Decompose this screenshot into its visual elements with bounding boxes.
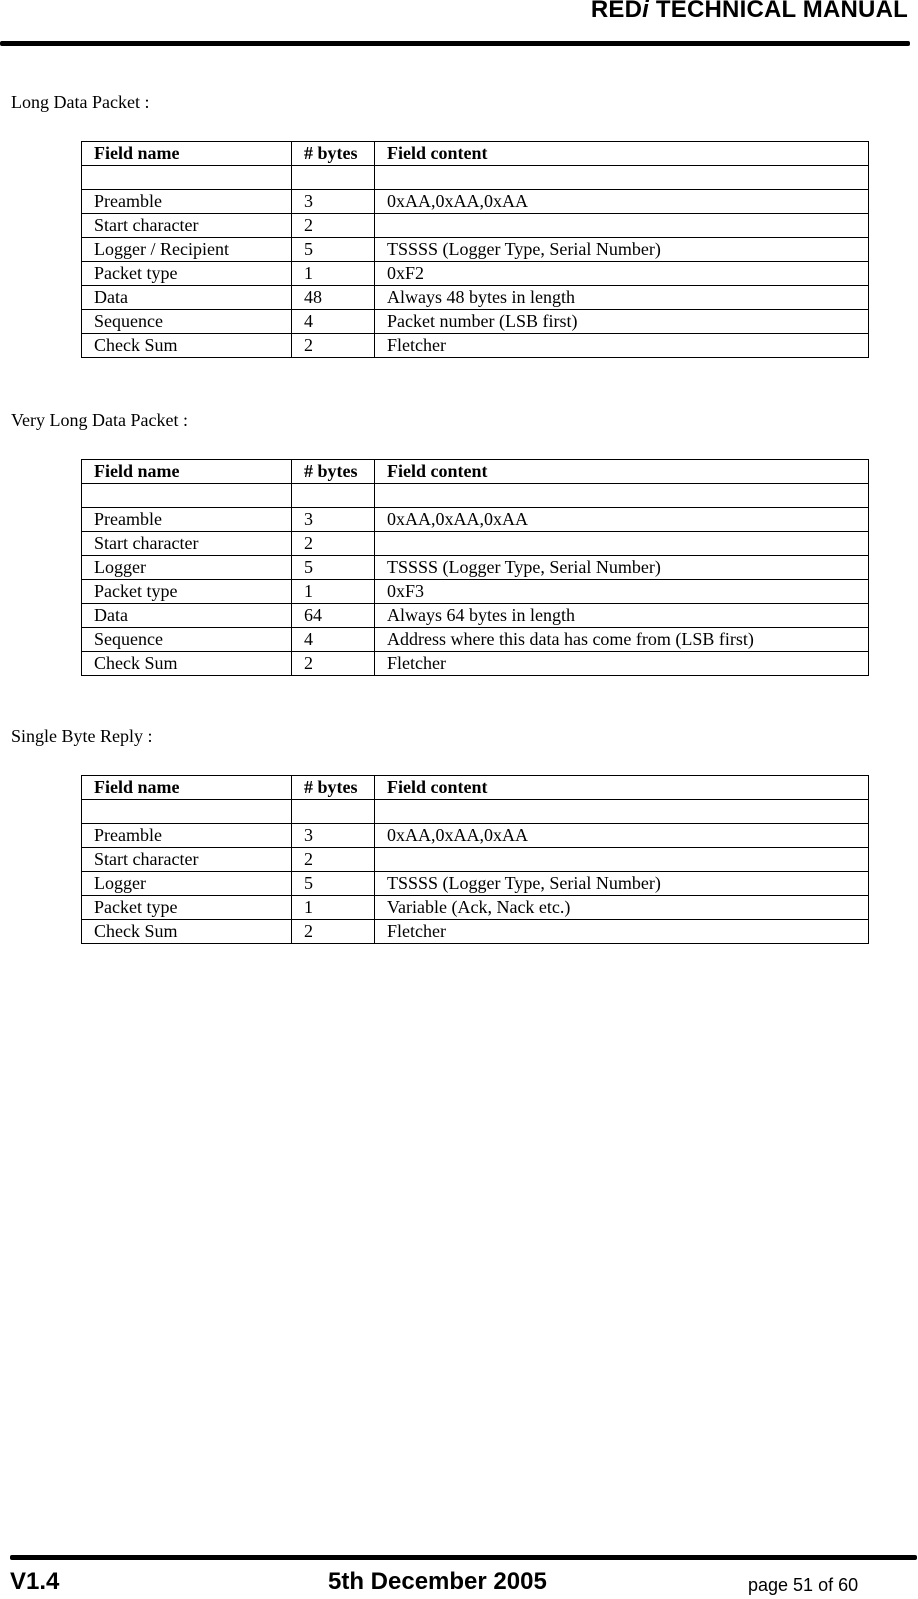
- cell-field-content: TSSSS (Logger Type, Serial Number): [375, 238, 869, 262]
- column-header-field-name: Field name: [82, 776, 292, 800]
- column-header-field-content: Field content: [375, 776, 869, 800]
- cell-field-content: Variable (Ack, Nack etc.): [375, 896, 869, 920]
- cell-field-content: Packet number (LSB first): [375, 310, 869, 334]
- cell-field-content: [375, 166, 869, 190]
- cell-field-content: [375, 848, 869, 872]
- table-row: [82, 580, 869, 604]
- cell-bytes: 5: [292, 238, 375, 262]
- column-header-field-name: Field name: [82, 142, 292, 166]
- cell-field-content: [375, 214, 869, 238]
- cell-bytes: 5: [292, 556, 375, 580]
- cell-field-name: Check Sum: [82, 652, 292, 676]
- cell-field-content: [375, 532, 869, 556]
- cell-bytes: 1: [292, 896, 375, 920]
- cell-field-name: Data: [82, 286, 292, 310]
- cell-field-content: 0xF3: [375, 580, 869, 604]
- table-row: [82, 628, 869, 652]
- table-row: [82, 214, 869, 238]
- cell-field-name: Check Sum: [82, 334, 292, 358]
- cell-field-name: Data: [82, 604, 292, 628]
- column-header-bytes: # bytes: [292, 460, 375, 484]
- table-header-row: [82, 142, 869, 166]
- table-row: [82, 310, 869, 334]
- table-row: [82, 484, 869, 508]
- table-row: [82, 556, 869, 580]
- table-row: [82, 824, 869, 848]
- cell-field-name: Check Sum: [82, 920, 292, 944]
- cell-bytes: 1: [292, 262, 375, 286]
- cell-field-name: [82, 166, 292, 190]
- cell-field-name: Logger / Recipient: [82, 238, 292, 262]
- cell-bytes: 3: [292, 508, 375, 532]
- cell-bytes: [292, 484, 375, 508]
- cell-field-name: Packet type: [82, 580, 292, 604]
- cell-field-content: [375, 800, 869, 824]
- cell-field-name: Start character: [82, 214, 292, 238]
- table-row: [82, 238, 869, 262]
- cell-field-name: Preamble: [82, 824, 292, 848]
- cell-bytes: 4: [292, 628, 375, 652]
- cell-bytes: 5: [292, 872, 375, 896]
- cell-field-name: Logger: [82, 556, 292, 580]
- cell-field-content: TSSSS (Logger Type, Serial Number): [375, 872, 869, 896]
- cell-bytes: 2: [292, 532, 375, 556]
- cell-field-name: Packet type: [82, 262, 292, 286]
- cell-field-content: 0xAA,0xAA,0xAA: [375, 508, 869, 532]
- cell-field-content: 0xAA,0xAA,0xAA: [375, 824, 869, 848]
- footer-date: 5th December 2005: [328, 1568, 547, 1595]
- cell-bytes: 1: [292, 580, 375, 604]
- single-byte-reply-table: [81, 775, 869, 944]
- header-title-suffix: TECHNICAL MANUAL: [649, 0, 908, 23]
- cell-bytes: [292, 800, 375, 824]
- cell-bytes: 48: [292, 286, 375, 310]
- cell-field-name: Packet type: [82, 896, 292, 920]
- cell-bytes: 3: [292, 190, 375, 214]
- table-row: [82, 286, 869, 310]
- cell-field-name: [82, 484, 292, 508]
- cell-bytes: 3: [292, 824, 375, 848]
- cell-bytes: 2: [292, 848, 375, 872]
- header-title-italic: i: [642, 0, 650, 23]
- table-row: [82, 532, 869, 556]
- table-row: [82, 190, 869, 214]
- cell-field-name: Sequence: [82, 628, 292, 652]
- table-row: [82, 848, 869, 872]
- cell-field-content: Fletcher: [375, 652, 869, 676]
- section-label-very-long-data-packet: Very Long Data Packet :: [11, 410, 188, 430]
- table-row: [82, 652, 869, 676]
- column-header-field-content: Field content: [375, 142, 869, 166]
- table-row: [82, 604, 869, 628]
- table-row: [82, 262, 869, 286]
- section-label-long-data-packet: Long Data Packet :: [11, 92, 150, 112]
- cell-field-content: Address where this data has come from (LSB first): [375, 628, 869, 652]
- table-header-row: [82, 460, 869, 484]
- document-header-title: [591, 0, 908, 24]
- cell-bytes: [292, 166, 375, 190]
- table-row: [82, 334, 869, 358]
- cell-bytes: 2: [292, 652, 375, 676]
- header-rule: [0, 41, 910, 46]
- section-label-single-byte-reply: Single Byte Reply :: [11, 726, 153, 746]
- footer-version: V1.4: [10, 1568, 60, 1595]
- cell-field-content: Fletcher: [375, 920, 869, 944]
- column-header-bytes: # bytes: [292, 142, 375, 166]
- cell-bytes: 2: [292, 920, 375, 944]
- cell-field-name: Logger: [82, 872, 292, 896]
- cell-field-name: Preamble: [82, 190, 292, 214]
- column-header-field-name: Field name: [82, 460, 292, 484]
- cell-bytes: 2: [292, 214, 375, 238]
- column-header-field-content: Field content: [375, 460, 869, 484]
- cell-field-name: Sequence: [82, 310, 292, 334]
- long-data-packet-table: [81, 141, 869, 358]
- table-row: [82, 896, 869, 920]
- footer-page-number: page 51 of 60: [748, 1575, 859, 1595]
- cell-field-name: Preamble: [82, 508, 292, 532]
- table-row: [82, 166, 869, 190]
- header-title-prefix: RED: [590, 0, 643, 23]
- cell-bytes: 4: [292, 310, 375, 334]
- cell-field-content: 0xAA,0xAA,0xAA: [375, 190, 869, 214]
- table-row: [82, 872, 869, 896]
- table-row: [82, 920, 869, 944]
- cell-bytes: 64: [292, 604, 375, 628]
- cell-field-content: Fletcher: [375, 334, 869, 358]
- cell-bytes: 2: [292, 334, 375, 358]
- cell-field-content: [375, 484, 869, 508]
- cell-field-content: Always 64 bytes in length: [375, 604, 869, 628]
- cell-field-content: Always 48 bytes in length: [375, 286, 869, 310]
- cell-field-name: [82, 800, 292, 824]
- cell-field-content: TSSSS (Logger Type, Serial Number): [375, 556, 869, 580]
- very-long-data-packet-table: [81, 459, 869, 676]
- cell-field-name: Start character: [82, 848, 292, 872]
- footer-rule: [10, 1555, 917, 1560]
- table-header-row: [82, 776, 869, 800]
- cell-field-name: Start character: [82, 532, 292, 556]
- table-row: [82, 508, 869, 532]
- table-row: [82, 800, 869, 824]
- column-header-bytes: # bytes: [292, 776, 375, 800]
- cell-field-content: 0xF2: [375, 262, 869, 286]
